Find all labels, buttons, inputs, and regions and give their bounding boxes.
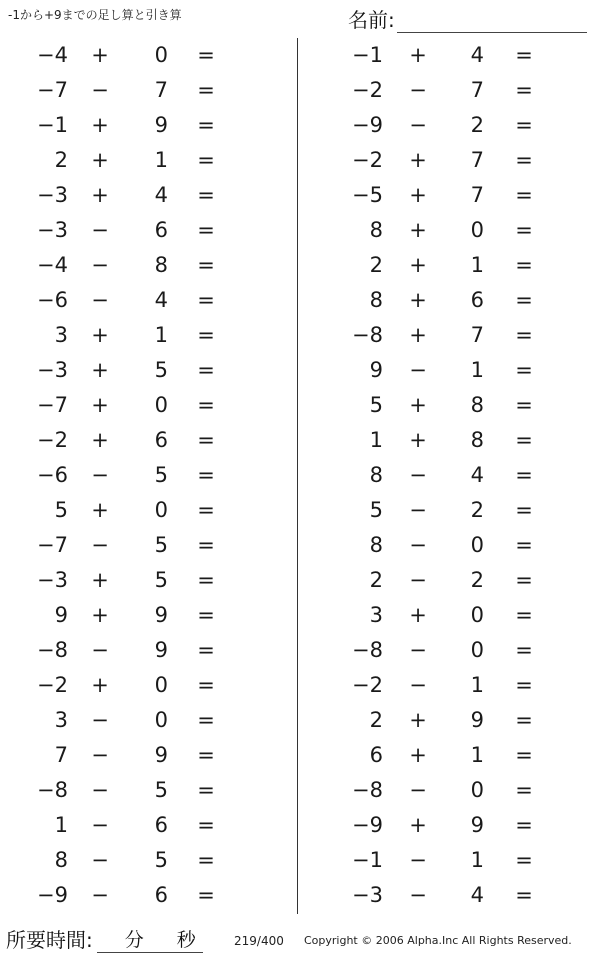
first-operand: −8 — [37, 638, 68, 662]
second-operand: 1 — [154, 148, 168, 172]
operator: + — [409, 813, 427, 837]
operator: + — [91, 43, 109, 67]
problem-row — [0, 108, 280, 143]
problem-row — [0, 178, 280, 213]
first-operand: 6 — [369, 743, 383, 767]
second-operand: 9 — [154, 743, 168, 767]
operator: − — [91, 288, 109, 312]
column-divider — [297, 38, 298, 914]
worksheet-subtitle: -1から+9までの足し算と引き算 — [8, 8, 182, 22]
second-operand: 2 — [470, 568, 484, 592]
problem-row — [318, 808, 598, 843]
second-operand: 2 — [470, 113, 484, 137]
operator: + — [409, 708, 427, 732]
problem-row — [318, 423, 598, 458]
first-operand: 5 — [369, 498, 383, 522]
operator: − — [409, 778, 427, 802]
problem-row — [318, 318, 598, 353]
second-operand: 6 — [154, 428, 168, 452]
second-operand: 8 — [154, 253, 168, 277]
equals-sign: = — [515, 43, 533, 67]
first-operand: −3 — [352, 883, 383, 907]
second-operand: 0 — [470, 603, 484, 627]
second-operand: 2 — [470, 498, 484, 522]
first-operand: −9 — [37, 883, 68, 907]
equals-sign: = — [515, 848, 533, 872]
problem-row — [318, 143, 598, 178]
operator: − — [91, 253, 109, 277]
problem-row — [318, 178, 598, 213]
first-operand: 8 — [369, 288, 383, 312]
operator: + — [409, 323, 427, 347]
first-operand: −2 — [352, 148, 383, 172]
problem-row — [318, 108, 598, 143]
operator: − — [409, 848, 427, 872]
first-operand: 8 — [54, 848, 68, 872]
first-operand: −5 — [352, 183, 383, 207]
problem-row — [0, 598, 280, 633]
second-operand: 5 — [154, 463, 168, 487]
problem-row — [0, 528, 280, 563]
second-operand: 5 — [154, 568, 168, 592]
operator: + — [91, 183, 109, 207]
problem-row — [318, 283, 598, 318]
problem-row — [0, 143, 280, 178]
problem-row — [0, 458, 280, 493]
problem-row — [0, 38, 280, 73]
problem-row — [0, 773, 280, 808]
problem-row — [0, 563, 280, 598]
second-operand: 5 — [154, 778, 168, 802]
first-operand: 7 — [54, 743, 68, 767]
first-operand: 9 — [369, 358, 383, 382]
problem-row — [318, 598, 598, 633]
problem-row — [318, 213, 598, 248]
time-taken-area — [6, 924, 203, 953]
first-operand: 2 — [369, 708, 383, 732]
operator: + — [409, 743, 427, 767]
operator: − — [409, 358, 427, 382]
problem-row — [318, 248, 598, 283]
first-operand: 3 — [54, 708, 68, 732]
second-operand: 6 — [470, 288, 484, 312]
problem-row — [318, 668, 598, 703]
operator: + — [409, 603, 427, 627]
operator: + — [409, 43, 427, 67]
operator: − — [91, 533, 109, 557]
first-operand: 2 — [54, 148, 68, 172]
second-operand: 4 — [470, 43, 484, 67]
operator: − — [91, 743, 109, 767]
equals-sign: = — [197, 78, 215, 102]
problem-row — [318, 878, 598, 913]
name-label: 名前: — [348, 8, 395, 32]
operator: + — [91, 568, 109, 592]
problem-row — [0, 738, 280, 773]
second-operand: 5 — [154, 533, 168, 557]
second-operand: 1 — [154, 323, 168, 347]
equals-sign: = — [515, 113, 533, 137]
first-operand: 8 — [369, 218, 383, 242]
first-operand: −3 — [37, 218, 68, 242]
first-operand: −8 — [352, 323, 383, 347]
problem-row — [0, 808, 280, 843]
equals-sign: = — [515, 778, 533, 802]
equals-sign: = — [515, 218, 533, 242]
first-operand: −9 — [352, 113, 383, 137]
operator: − — [409, 78, 427, 102]
equals-sign: = — [197, 148, 215, 172]
operator: − — [409, 568, 427, 592]
equals-sign: = — [515, 743, 533, 767]
second-operand: 7 — [470, 78, 484, 102]
second-operand: 9 — [154, 603, 168, 627]
problem-row — [0, 388, 280, 423]
equals-sign: = — [197, 813, 215, 837]
problem-row — [0, 843, 280, 878]
problem-row — [0, 633, 280, 668]
problem-row — [318, 738, 598, 773]
equals-sign: = — [515, 498, 533, 522]
first-operand: −9 — [352, 813, 383, 837]
operator: + — [409, 148, 427, 172]
second-operand: 1 — [470, 253, 484, 277]
first-operand: 9 — [54, 603, 68, 627]
problem-row — [318, 38, 598, 73]
problem-row — [318, 633, 598, 668]
first-operand: 2 — [369, 253, 383, 277]
problem-row — [0, 353, 280, 388]
second-operand: 1 — [470, 848, 484, 872]
second-operand: 0 — [154, 708, 168, 732]
problem-row — [0, 878, 280, 913]
operator: − — [91, 638, 109, 662]
problem-row — [318, 388, 598, 423]
first-operand: −7 — [37, 393, 68, 417]
first-operand: −8 — [352, 638, 383, 662]
equals-sign: = — [197, 463, 215, 487]
seconds-unit: 秒 — [176, 929, 196, 951]
first-operand: 1 — [54, 813, 68, 837]
second-operand: 0 — [154, 673, 168, 697]
first-operand: −6 — [37, 288, 68, 312]
operator: − — [409, 463, 427, 487]
second-operand: 6 — [154, 883, 168, 907]
second-operand: 6 — [154, 813, 168, 837]
left-problem-column — [0, 38, 280, 913]
equals-sign: = — [515, 358, 533, 382]
right-problem-column — [318, 38, 598, 913]
equals-sign: = — [515, 673, 533, 697]
second-operand: 4 — [470, 463, 484, 487]
first-operand: −1 — [352, 848, 383, 872]
first-operand: 2 — [369, 568, 383, 592]
equals-sign: = — [515, 883, 533, 907]
problem-row — [0, 668, 280, 703]
operator: + — [409, 183, 427, 207]
second-operand: 4 — [154, 183, 168, 207]
operator: + — [91, 393, 109, 417]
operator: − — [409, 638, 427, 662]
first-operand: −1 — [37, 113, 68, 137]
first-operand: −8 — [352, 778, 383, 802]
second-operand: 8 — [470, 428, 484, 452]
problem-row — [0, 493, 280, 528]
second-operand: 8 — [470, 393, 484, 417]
operator: − — [91, 708, 109, 732]
second-operand: 7 — [470, 323, 484, 347]
equals-sign: = — [515, 708, 533, 732]
second-operand: 9 — [470, 813, 484, 837]
problem-row — [318, 843, 598, 878]
first-operand: 5 — [369, 393, 383, 417]
second-operand: 0 — [470, 778, 484, 802]
equals-sign: = — [197, 43, 215, 67]
equals-sign: = — [197, 883, 215, 907]
problem-row — [318, 493, 598, 528]
operator: − — [409, 113, 427, 137]
equals-sign: = — [197, 323, 215, 347]
operator: − — [91, 78, 109, 102]
operator: + — [91, 498, 109, 522]
first-operand: −3 — [37, 568, 68, 592]
operator: + — [409, 253, 427, 277]
time-taken-label: 所要時間: — [6, 928, 93, 952]
equals-sign: = — [197, 288, 215, 312]
equals-sign: = — [515, 253, 533, 277]
equals-sign: = — [197, 183, 215, 207]
operator: + — [91, 113, 109, 137]
equals-sign: = — [197, 253, 215, 277]
equals-sign: = — [515, 638, 533, 662]
equals-sign: = — [197, 743, 215, 767]
second-operand: 0 — [470, 218, 484, 242]
operator: + — [91, 358, 109, 382]
operator: − — [91, 883, 109, 907]
problem-row — [318, 528, 598, 563]
page-number: 219/400 — [234, 934, 284, 948]
equals-sign: = — [515, 323, 533, 347]
equals-sign: = — [515, 603, 533, 627]
problem-row — [318, 458, 598, 493]
second-operand: 0 — [470, 533, 484, 557]
second-operand: 1 — [470, 673, 484, 697]
operator: + — [91, 673, 109, 697]
equals-sign: = — [197, 778, 215, 802]
first-operand: 3 — [369, 603, 383, 627]
equals-sign: = — [515, 463, 533, 487]
first-operand: −8 — [37, 778, 68, 802]
equals-sign: = — [197, 603, 215, 627]
first-operand: −7 — [37, 533, 68, 557]
operator: − — [409, 498, 427, 522]
second-operand: 4 — [154, 288, 168, 312]
second-operand: 6 — [154, 218, 168, 242]
equals-sign: = — [515, 533, 533, 557]
problem-row — [318, 73, 598, 108]
problem-row — [318, 703, 598, 738]
first-operand: −2 — [37, 428, 68, 452]
equals-sign: = — [515, 813, 533, 837]
equals-sign: = — [197, 673, 215, 697]
problem-row — [0, 423, 280, 458]
operator: + — [91, 148, 109, 172]
problem-row — [318, 563, 598, 598]
equals-sign: = — [515, 288, 533, 312]
equals-sign: = — [197, 113, 215, 137]
operator: + — [91, 323, 109, 347]
equals-sign: = — [197, 848, 215, 872]
first-operand: −7 — [37, 78, 68, 102]
first-operand: −3 — [37, 183, 68, 207]
operator: + — [91, 603, 109, 627]
first-operand: −6 — [37, 463, 68, 487]
second-operand: 5 — [154, 848, 168, 872]
problem-row — [0, 283, 280, 318]
equals-sign: = — [515, 428, 533, 452]
equals-sign: = — [197, 218, 215, 242]
operator: + — [409, 288, 427, 312]
name-field-area — [348, 4, 587, 33]
operator: − — [409, 533, 427, 557]
first-operand: −3 — [37, 358, 68, 382]
second-operand: 5 — [154, 358, 168, 382]
operator: − — [91, 848, 109, 872]
first-operand: −2 — [352, 78, 383, 102]
second-operand: 1 — [470, 743, 484, 767]
first-operand: −2 — [37, 673, 68, 697]
problem-row — [318, 773, 598, 808]
operator: − — [409, 883, 427, 907]
equals-sign: = — [515, 148, 533, 172]
second-operand: 0 — [154, 498, 168, 522]
second-operand: 9 — [154, 638, 168, 662]
equals-sign: = — [515, 183, 533, 207]
operator: − — [91, 218, 109, 242]
equals-sign: = — [197, 498, 215, 522]
name-field[interactable] — [397, 12, 587, 33]
copyright-notice: Copyright © 2006 Alpha.Inc All Rights Reserved. — [304, 934, 572, 947]
second-operand: 7 — [470, 183, 484, 207]
minutes-unit: 分 — [124, 929, 144, 951]
second-operand: 0 — [154, 43, 168, 67]
equals-sign: = — [197, 533, 215, 557]
problem-row — [318, 353, 598, 388]
operator: + — [409, 393, 427, 417]
operator: − — [409, 673, 427, 697]
first-operand: −2 — [352, 673, 383, 697]
problem-row — [0, 73, 280, 108]
equals-sign: = — [197, 428, 215, 452]
operator: + — [91, 428, 109, 452]
operator: − — [91, 778, 109, 802]
operator: + — [409, 428, 427, 452]
first-operand: 8 — [369, 463, 383, 487]
first-operand: −4 — [37, 253, 68, 277]
first-operand: 5 — [54, 498, 68, 522]
equals-sign: = — [197, 638, 215, 662]
equals-sign: = — [515, 568, 533, 592]
equals-sign: = — [515, 78, 533, 102]
second-operand: 1 — [470, 358, 484, 382]
problem-row — [0, 318, 280, 353]
time-blank-field[interactable] — [97, 930, 203, 953]
second-operand: 7 — [154, 78, 168, 102]
second-operand: 0 — [154, 393, 168, 417]
second-operand: 0 — [470, 638, 484, 662]
equals-sign: = — [515, 393, 533, 417]
equals-sign: = — [197, 393, 215, 417]
operator: − — [91, 463, 109, 487]
first-operand: 8 — [369, 533, 383, 557]
first-operand: −1 — [352, 43, 383, 67]
problem-row — [0, 248, 280, 283]
second-operand: 4 — [470, 883, 484, 907]
equals-sign: = — [197, 358, 215, 382]
equals-sign: = — [197, 708, 215, 732]
first-operand: 1 — [369, 428, 383, 452]
operator: − — [91, 813, 109, 837]
first-operand: −4 — [37, 43, 68, 67]
second-operand: 9 — [154, 113, 168, 137]
second-operand: 7 — [470, 148, 484, 172]
operator: + — [409, 218, 427, 242]
problem-row — [0, 703, 280, 738]
first-operand: 3 — [54, 323, 68, 347]
equals-sign: = — [197, 568, 215, 592]
problem-row — [0, 213, 280, 248]
second-operand: 9 — [470, 708, 484, 732]
